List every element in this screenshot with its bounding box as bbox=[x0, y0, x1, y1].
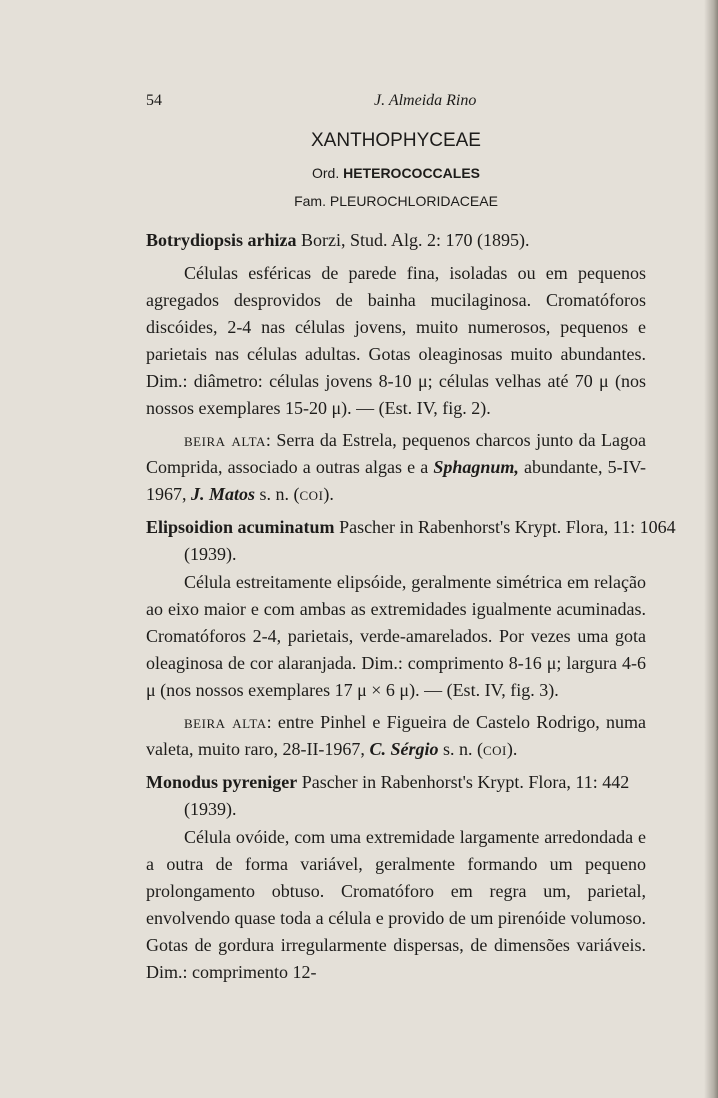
order-name: HETEROCOCCALES bbox=[343, 165, 481, 181]
herbarium-code: coi bbox=[482, 739, 507, 759]
taxon-name: Elipsoidion acuminatum bbox=[146, 517, 335, 537]
collector-name: C. Sérgio bbox=[369, 739, 439, 759]
running-head: J. Almeida Rino bbox=[374, 92, 477, 109]
locality-paragraph bbox=[146, 709, 646, 763]
collector-name: J. Matos bbox=[191, 484, 256, 504]
taxon-heading-elipsoidion bbox=[146, 514, 684, 568]
order-prefix: Ord. bbox=[311, 165, 340, 181]
locality-paragraph bbox=[146, 427, 646, 508]
family-heading bbox=[146, 193, 646, 209]
locality-text: s. n. ( bbox=[255, 484, 300, 504]
taxon-citation: Pascher in Rabenhorst's Krypt. Flora, 11: 1064 (1939). bbox=[184, 517, 676, 564]
herbarium-code: coi bbox=[299, 484, 324, 504]
family-prefix: Fam. bbox=[294, 193, 326, 209]
page-edge-shadow bbox=[704, 0, 718, 1098]
taxon-citation: Pascher in Rabenhorst's Krypt. Flora, 11: 442 (1939). bbox=[184, 772, 630, 819]
taxon-name: Botrydiopsis arhiza bbox=[146, 230, 297, 250]
page-header bbox=[146, 92, 646, 116]
locality-text: : Serra da Estrela, pequenos charcos junto da Lagoa Comprida, associado a outras algas e a bbox=[146, 430, 646, 477]
locality-text: : entre Pinhel e Figueira de Castelo Rodrigo, numa valeta, muito raro, 28-II-1967, bbox=[146, 712, 646, 759]
taxon-description: Célula estreitamente elipsóide, geralmente simétrica em relação ao eixo maior e com ambas as extremidades igualmente acuminadas. Cromatóforos 2-4, parietais, verde-amarelados. Por vezes uma gota oleaginosa de cor alaranjada. Dim.: comprimento 8-16 μ; largura 4-6 μ (nos nossos exemplares 17 μ × 6 μ). — (Est. IV, fig. 3). bbox=[146, 572, 646, 700]
family-name: PLEUROCHLORIDACEAE bbox=[329, 193, 498, 209]
locality-text: s. n. ( bbox=[438, 739, 483, 759]
locality-text: abundante, 5-IV-1967, bbox=[146, 457, 646, 504]
region-label: beira alta bbox=[184, 430, 266, 450]
locality-text: ). bbox=[506, 739, 518, 759]
taxon-citation: Borzi, Stud. Alg. 2: 170 (1895). bbox=[296, 230, 530, 250]
taxon-description: Célula ovóide, com uma extremidade largamente arredondada e a outra de forma variável, geralmente formando um pequeno prolongamento obtuso. Cromatóforo em regra um, parietal, envolvendo quase toda a célula e provido de um pirenóide volumoso. Gotas de gordura irregularmente dispersas, de dimensões variáveis. Dim.: comprimento 12- bbox=[146, 827, 646, 982]
taxon-heading-botrydiopsis bbox=[146, 227, 684, 254]
page-number: 54 bbox=[146, 92, 162, 109]
order-heading bbox=[146, 165, 646, 181]
taxon-name: Monodus pyreniger bbox=[146, 772, 298, 792]
locality-text: ). bbox=[323, 484, 334, 504]
taxon-ref: Sphagnum, bbox=[433, 457, 519, 477]
class-heading: XANTHOPHYCEAE bbox=[311, 130, 481, 151]
taxon-description: Células esféricas de parede fina, isoladas ou em pequenos agregados desprovidos de bainha mucilaginosa. Cromatóforos discóides, 2-4 nas células jovens, muito numerosos, pequenos e parietais nas células adultas. Gotas oleaginosas muito abundantes. Dim.: diâmetro: células jovens 8-10 μ; células velhas até 70 μ (nos nossos exemplares 15-20 μ). — (Est. IV, fig. 2). bbox=[146, 263, 646, 418]
region-label: beira alta bbox=[184, 712, 267, 732]
taxon-heading-monodus bbox=[146, 769, 684, 823]
